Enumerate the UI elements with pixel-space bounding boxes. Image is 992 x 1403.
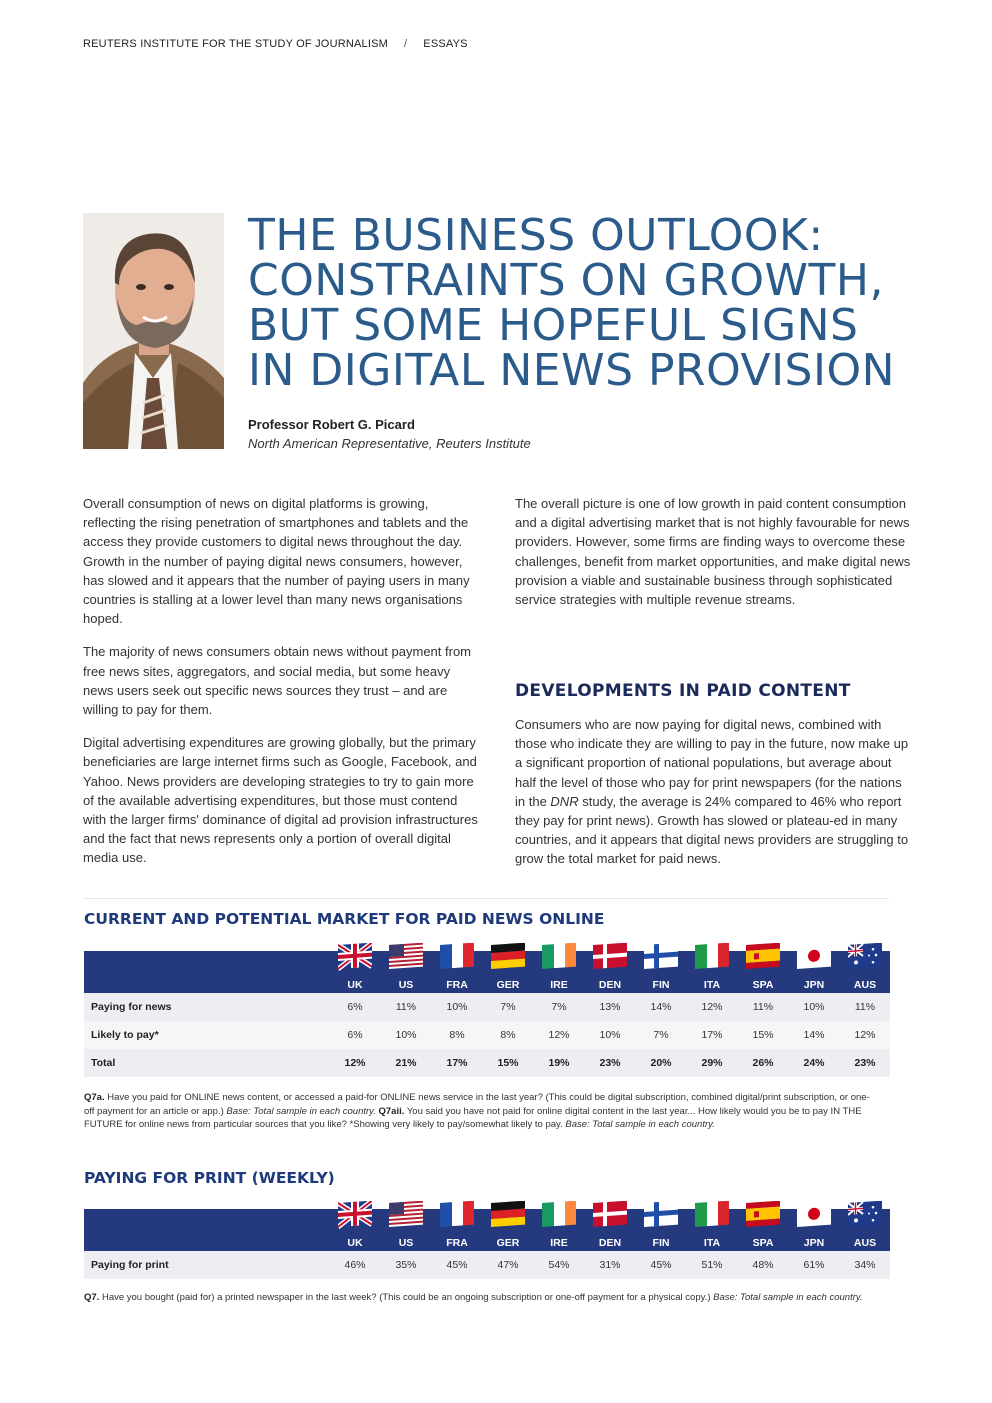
table-cell: 11% [854,1001,876,1013]
note-question-id: Q7. [84,1292,100,1303]
table-cell: 15% [752,1029,774,1041]
table1-row [84,993,890,1021]
table2-country-code: AUS [853,1237,877,1249]
table2-country-code: JPN [803,1237,825,1249]
table1-note [84,1091,879,1132]
flag-den-icon [593,1201,627,1229]
table1-row [84,1021,890,1049]
row-label: Paying for news [91,1001,172,1013]
table2-country-code: FIN [652,1237,670,1249]
table-cell: 23% [854,1057,876,1069]
table2-country-code: SPA [752,1237,774,1249]
paragraph-text: Consumers who are now paying for digital news, combined with those who indicate they are willing to pay in the future, now make up a significant proportion of national populations, but average about half the level of those who pay for print newspapers (for the nations in the [515,717,909,809]
table-cell: 6% [347,1029,363,1041]
table2 [84,1209,890,1279]
table-cell: 10% [446,1001,468,1013]
flag-uk-icon [338,1201,372,1229]
table-cell: 47% [497,1259,519,1271]
flag-jpn-icon [797,1201,831,1229]
table1-country-code: JPN [803,979,825,991]
flag-fra-icon [440,943,474,971]
table1-row [84,1049,890,1077]
table-cell: 45% [446,1259,468,1271]
table-cell: 46% [344,1259,366,1271]
table-cell: 11% [752,1001,774,1013]
body-paragraph: The majority of news consumers obtain news without payment from free news sites, aggregators, and social media, but some heavy news users seek out specific news sources they trust – and are willing to pay for them. [83,644,472,718]
table1-country-code: DEN [598,979,622,991]
table-cell: 31% [599,1259,621,1271]
table1-country-code: UK [347,979,363,991]
left-column [83,494,483,882]
table1-country-code: FIN [652,979,670,991]
table1-country-code: ITA [703,979,721,991]
table-cell: 10% [599,1029,621,1041]
flag-ire-icon [542,943,576,971]
table-cell: 7% [500,1001,516,1013]
table2-country-code: DEN [598,1237,622,1249]
table1-country-code: US [398,979,414,991]
body-paragraph: The overall picture is one of low growth in paid content consumption and a digital advertising market that is not highly favourable for news providers. However, some firms are finding ways to overcome these challenges, benefit from market opportunities, and make digital news provision a viable and sustainable business through sophisticated service strategies with multiple revenue streams. [515,496,911,608]
divider [83,898,889,899]
body-paragraph [515,715,915,869]
title-line: CONSTRAINTS ON GROWTH, [248,255,884,306]
right-column [515,494,915,623]
paragraph-text: study, the average is 24% compared to 46% who report they pay for print news). Growth has slowed or plateau-ed in many countries, and it appears that digital news providers are struggling to grow the total market for paid news. [515,793,909,867]
flag-ger-icon [491,943,525,971]
table2-country-code: IRE [550,1237,568,1249]
note-text: Have you bought (paid for) a printed newspaper in the last week? (This could be an ongoing subscription or one-off payment for a physical copy.) [99,1292,714,1303]
table2-country-code: UK [347,1237,363,1249]
table1-country-code: AUS [853,979,877,991]
note-question-id: Q7a. [84,1092,105,1103]
table2-country-code: FRA [446,1237,468,1249]
table-cell: 10% [803,1001,825,1013]
table-cell: 12% [548,1029,570,1041]
flag-ita-icon [695,943,729,971]
flag-den-icon [593,943,627,971]
table-cell: 19% [548,1057,570,1069]
table1-country-code: SPA [752,979,774,991]
table-cell: 54% [548,1259,570,1271]
title-line: IN DIGITAL NEWS PROVISION [248,345,895,396]
flag-ita-icon [695,1201,729,1229]
table-cell: 15% [497,1057,519,1069]
title-line: THE BUSINESS OUTLOOK: [248,210,824,261]
row-label: Paying for print [91,1259,169,1271]
section-heading: DEVELOPMENTS IN PAID CONTENT [515,681,851,701]
table2-row [84,1251,890,1279]
table-cell: 45% [650,1259,672,1271]
table2-header [84,1209,890,1251]
article-title [248,210,948,396]
flag-jpn-icon [797,943,831,971]
table2-country-code: GER [496,1237,520,1249]
flag-aus-icon [848,943,882,971]
table-cell: 23% [599,1057,621,1069]
flag-fra-icon [440,1201,474,1229]
table1-country-code: IRE [550,979,568,991]
table-cell: 10% [395,1029,417,1041]
right-column-2 [515,715,915,883]
table-cell: 34% [854,1259,876,1271]
author-name: Professor Robert G. Picard [248,417,415,432]
table-cell: 14% [803,1029,825,1041]
table1-country-code: GER [496,979,520,991]
table-cell: 12% [854,1029,876,1041]
table-cell: 14% [650,1001,672,1013]
running-header [83,38,468,50]
table2-country-code: US [398,1237,414,1249]
table1-header [84,951,890,993]
table-cell: 7% [653,1029,669,1041]
note-text: You said you have not paid for online digital content in the last year... How likely would you be to pay IN THE FUTURE for online news from particular sources that you like? *Showing very likely to pay/somewhat likely to pay. [84,1105,862,1130]
note-base: Base: Total sample in each country. [565,1119,715,1130]
flag-aus-icon [848,1201,882,1229]
table-cell: 11% [395,1001,417,1013]
table-cell: 7% [551,1001,567,1013]
table-cell: 20% [650,1057,672,1069]
note-question-id: Q7aii. [375,1105,405,1117]
table-cell: 48% [752,1259,774,1271]
header-org: REUTERS INSTITUTE FOR THE STUDY OF JOURNALISM [83,38,389,50]
table2-note [84,1291,879,1305]
table-cell: 51% [701,1259,723,1271]
table1-country-code: FRA [446,979,468,991]
flag-ire-icon [542,1201,576,1229]
body-paragraph: Digital advertising expenditures are growing globally, but the primary beneficiaries are large internet firms such as Google, Facebook, and Yahoo. News providers are developing strategies to try to gain more of the available advertising expenditures, but those must contend with the larger firms' dominance of digital ad provision infrastructures and the fact that news represents only a portion of overall digital media use. [83,735,478,866]
table-cell: 24% [803,1057,825,1069]
table-cell: 26% [752,1057,774,1069]
author-role: North American Representative, Reuters Institute [248,436,531,451]
table2-title: PAYING FOR PRINT (WEEKLY) [84,1169,335,1187]
table1-title: CURRENT AND POTENTIAL MARKET FOR PAID NEWS ONLINE [84,910,605,928]
table-cell: 17% [701,1029,723,1041]
header-separator: / [404,38,408,50]
author-portrait [83,213,224,449]
flag-fin-icon [644,1201,678,1229]
note-base: Base: Total sample in each country. [226,1105,376,1117]
table1 [84,951,890,1077]
table2-country-code: ITA [703,1237,721,1249]
flag-spa-icon [746,943,780,971]
table-cell: 21% [395,1057,417,1069]
note-base: Base: Total sample in each country. [713,1292,863,1303]
flag-spa-icon [746,1201,780,1229]
table-cell: 12% [344,1057,366,1069]
flag-us-icon [389,943,423,971]
table-cell: 13% [599,1001,621,1013]
table-cell: 12% [701,1001,723,1013]
table-cell: 61% [803,1259,825,1271]
flag-fin-icon [644,943,678,971]
note-text: Have you paid for ONLINE news content, or accessed a paid-for ONLINE news service in the last year? (This could be digital subscription, combined digital/print subscription, or one-off payment for an article or app.) [84,1092,870,1117]
body-paragraph: Overall consumption of news on digital platforms is growing, reflecting the rising penetration of smartphones and tablets and the access they provide customers to digital news throughout the day. Growth in the number of paying digital news consumers, however, has slowed and it appears that the number of paying users in many countries is stalling at a lower level than many news organisations hoped. [83,496,470,627]
paragraph-italic: DNR [550,793,579,809]
table-cell: 17% [446,1057,468,1069]
row-label: Total [91,1057,116,1069]
header-section: ESSAYS [423,38,468,50]
row-label: Likely to pay* [91,1029,159,1041]
title-line: BUT SOME HOPEFUL SIGNS [248,300,859,351]
flag-ger-icon [491,1201,525,1229]
table-cell: 29% [701,1057,723,1069]
table-cell: 35% [395,1259,417,1271]
table-cell: 8% [449,1029,465,1041]
flag-uk-icon [338,943,372,971]
flag-us-icon [389,1201,423,1229]
table-cell: 6% [347,1001,363,1013]
table-cell: 8% [500,1029,516,1041]
